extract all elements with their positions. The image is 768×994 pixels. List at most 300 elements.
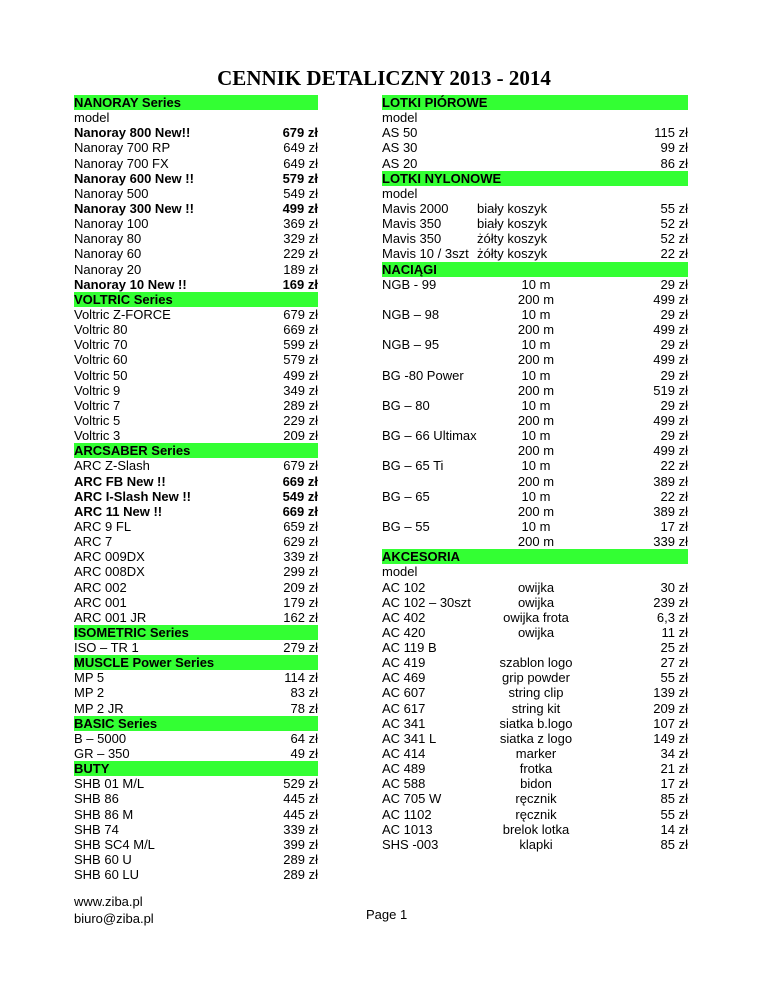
product-price: 52 zł bbox=[660, 231, 688, 247]
section-title: ARCSABER Series bbox=[74, 443, 191, 459]
product-detail: 200 m bbox=[517, 291, 555, 307]
section-title: LOTKI NYLONOWE bbox=[382, 170, 502, 186]
price-row bbox=[74, 140, 318, 155]
product-price: 22 zł bbox=[660, 488, 688, 504]
product-price: 25 zł bbox=[660, 640, 688, 656]
product-price: 99 zł bbox=[660, 140, 688, 156]
price-row bbox=[382, 322, 688, 337]
product-price: 11 zł bbox=[661, 624, 688, 640]
email-link[interactable]: biuro@ziba.pl bbox=[74, 911, 154, 926]
product-name: Nanoray 800 New!! bbox=[74, 125, 191, 141]
price-row bbox=[74, 307, 318, 322]
price-row bbox=[74, 549, 318, 564]
product-name: ARC 9 FL bbox=[74, 518, 132, 534]
product-price: 78 zł bbox=[290, 700, 318, 716]
price-row bbox=[382, 110, 688, 125]
price-row bbox=[74, 156, 318, 171]
price-row bbox=[74, 564, 318, 579]
product-name: SHB SC4 M/L bbox=[74, 836, 155, 852]
price-row bbox=[382, 685, 688, 700]
price-row bbox=[382, 731, 688, 746]
price-row bbox=[382, 504, 688, 519]
price-row bbox=[74, 670, 318, 685]
section-header-isometric-series bbox=[74, 625, 318, 640]
product-price: 499 zł bbox=[653, 291, 688, 307]
product-name: AC 341 bbox=[382, 715, 426, 731]
product-price: 445 zł bbox=[283, 791, 318, 807]
product-name: model bbox=[74, 110, 110, 126]
product-price: 21 zł bbox=[660, 761, 688, 777]
product-name: AC 419 bbox=[382, 655, 426, 671]
product-price: 209 zł bbox=[653, 700, 688, 716]
product-name: model bbox=[382, 185, 418, 201]
price-row bbox=[382, 186, 688, 201]
product-price: 369 zł bbox=[283, 216, 318, 232]
product-price: 289 zł bbox=[283, 867, 318, 883]
price-row bbox=[74, 776, 318, 791]
price-row bbox=[382, 156, 688, 171]
product-price: 29 zł bbox=[660, 337, 688, 353]
price-list-right-column bbox=[382, 95, 688, 852]
price-row bbox=[382, 625, 688, 640]
footer-contact bbox=[74, 893, 154, 927]
price-row bbox=[382, 231, 688, 246]
product-price: 29 zł bbox=[660, 397, 688, 413]
price-row bbox=[382, 489, 688, 504]
price-row bbox=[382, 580, 688, 595]
product-detail: 10 m bbox=[521, 518, 551, 534]
product-name: BG – 66 Ultimax bbox=[382, 428, 477, 444]
section-header-lotki-pi-rowe bbox=[382, 95, 688, 110]
product-name: AC 607 bbox=[382, 685, 426, 701]
section-header-nanoray-series bbox=[74, 95, 318, 110]
product-detail: 200 m bbox=[517, 322, 555, 338]
product-name: AS 50 bbox=[382, 125, 418, 141]
product-name: MP 2 JR bbox=[74, 700, 124, 716]
product-detail: ręcznik bbox=[515, 806, 557, 822]
product-price: 669 zł bbox=[282, 503, 318, 519]
price-row bbox=[382, 368, 688, 383]
product-name: AC 402 bbox=[382, 609, 426, 625]
price-row bbox=[382, 595, 688, 610]
product-price: 499 zł bbox=[283, 367, 318, 383]
product-price: 579 zł bbox=[282, 170, 318, 186]
section-header-basic-series bbox=[74, 716, 318, 731]
product-name: Voltric 7 bbox=[74, 397, 121, 413]
section-header-naci-gi bbox=[382, 262, 688, 277]
section-header-akcesoria bbox=[382, 549, 688, 564]
price-row bbox=[74, 852, 318, 867]
product-name: Voltric 60 bbox=[74, 352, 128, 368]
price-row bbox=[382, 125, 688, 140]
product-detail: 200 m bbox=[517, 503, 555, 519]
product-name: model bbox=[382, 564, 418, 580]
product-detail: owijka frota bbox=[503, 609, 569, 625]
section-title: BASIC Series bbox=[74, 715, 158, 731]
section-header-lotki-nylonowe bbox=[382, 171, 688, 186]
product-detail: string clip bbox=[508, 685, 564, 701]
product-detail: 200 m bbox=[517, 534, 555, 550]
price-row bbox=[74, 110, 318, 125]
product-detail: ręcznik bbox=[515, 791, 557, 807]
product-detail: string kit bbox=[511, 700, 561, 716]
price-row bbox=[74, 580, 318, 595]
product-name: SHB 60 LU bbox=[74, 867, 140, 883]
product-name: NGB – 98 bbox=[382, 306, 440, 322]
product-name: AC 617 bbox=[382, 700, 426, 716]
product-price: 549 zł bbox=[283, 185, 318, 201]
price-row bbox=[382, 791, 688, 806]
product-name: ARC 009DX bbox=[74, 549, 145, 565]
product-name: ARC 7 bbox=[74, 534, 113, 550]
product-price: 14 zł bbox=[660, 821, 688, 837]
price-row bbox=[382, 292, 688, 307]
website-link[interactable]: www.ziba.pl bbox=[74, 894, 143, 909]
section-title: LOTKI PIÓROWE bbox=[382, 95, 488, 110]
section-title: NANORAY Series bbox=[74, 95, 181, 110]
section-title: BUTY bbox=[74, 761, 110, 777]
price-row bbox=[382, 610, 688, 625]
product-price: 229 zł bbox=[283, 412, 318, 428]
product-price: 629 zł bbox=[283, 534, 318, 550]
price-row bbox=[74, 807, 318, 822]
price-row bbox=[74, 322, 318, 337]
product-price: 49 zł bbox=[290, 746, 318, 762]
product-price: 399 zł bbox=[283, 836, 318, 852]
product-price: 27 zł bbox=[660, 655, 688, 671]
product-detail: owijka bbox=[517, 624, 555, 640]
price-row bbox=[74, 519, 318, 534]
price-row bbox=[74, 125, 318, 140]
page-number: Page 1 bbox=[366, 907, 408, 922]
product-price: 499 zł bbox=[653, 443, 688, 459]
price-row bbox=[382, 746, 688, 761]
product-price: 239 zł bbox=[653, 594, 688, 610]
product-name: SHS -003 bbox=[382, 836, 439, 852]
product-name: AC 489 bbox=[382, 761, 426, 777]
product-detail: frotka bbox=[519, 761, 553, 777]
product-name: ARC FB New !! bbox=[74, 473, 166, 489]
product-price: 579 zł bbox=[283, 352, 318, 368]
product-price: 499 zł bbox=[653, 352, 688, 368]
price-row bbox=[382, 776, 688, 791]
product-name: Nanoray 500 bbox=[74, 185, 149, 201]
price-row bbox=[74, 216, 318, 231]
product-detail: 10 m bbox=[521, 397, 551, 413]
product-detail: owijka bbox=[517, 594, 555, 610]
price-row bbox=[74, 428, 318, 443]
product-name: AC 102 bbox=[382, 579, 426, 595]
product-name: Voltric 50 bbox=[74, 367, 128, 383]
product-name: AC 469 bbox=[382, 670, 426, 686]
product-detail: 10 m bbox=[521, 276, 551, 292]
price-row bbox=[382, 413, 688, 428]
product-name: ARC 11 New !! bbox=[74, 503, 163, 519]
price-row bbox=[382, 761, 688, 776]
product-price: 169 zł bbox=[282, 276, 318, 292]
product-price: 445 zł bbox=[283, 806, 318, 822]
product-price: 339 zł bbox=[653, 534, 688, 550]
price-row bbox=[382, 307, 688, 322]
product-detail: szablon logo bbox=[499, 655, 573, 671]
product-name: ARC 008DX bbox=[74, 564, 145, 580]
product-name: model bbox=[382, 110, 418, 126]
price-row bbox=[74, 186, 318, 201]
price-row bbox=[382, 140, 688, 155]
product-price: 669 zł bbox=[283, 322, 318, 338]
price-row bbox=[382, 246, 688, 261]
price-row bbox=[74, 474, 318, 489]
price-row bbox=[382, 398, 688, 413]
product-price: 329 zł bbox=[283, 231, 318, 247]
product-price: 55 zł bbox=[660, 670, 688, 686]
product-price: 339 zł bbox=[283, 549, 318, 565]
product-name: AC 420 bbox=[382, 624, 426, 640]
product-detail: siatka b.logo bbox=[499, 715, 573, 731]
product-name: SHB 60 U bbox=[74, 852, 132, 868]
price-row bbox=[74, 201, 318, 216]
product-name: BG – 65 Ti bbox=[382, 458, 444, 474]
product-detail: 10 m bbox=[521, 306, 551, 322]
price-row bbox=[74, 822, 318, 837]
product-price: 299 zł bbox=[283, 564, 318, 580]
product-detail: grip powder bbox=[502, 670, 570, 686]
price-row bbox=[382, 701, 688, 716]
price-row bbox=[74, 595, 318, 610]
product-name: AC 588 bbox=[382, 776, 426, 792]
product-name: Nanoray 700 RP bbox=[74, 140, 171, 156]
product-detail: 10 m bbox=[521, 337, 551, 353]
product-detail: klapki bbox=[519, 836, 553, 852]
product-price: 29 zł bbox=[660, 367, 688, 383]
product-name: ARC 001 JR bbox=[74, 609, 147, 625]
product-name: Voltric 9 bbox=[74, 382, 121, 398]
price-row bbox=[74, 867, 318, 882]
section-title: ISOMETRIC Series bbox=[74, 624, 189, 640]
product-name: MP 2 bbox=[74, 685, 105, 701]
product-price: 679 zł bbox=[282, 125, 318, 141]
price-row bbox=[382, 474, 688, 489]
product-name: SHB 86 bbox=[74, 791, 119, 807]
section-title: VOLTRIC Series bbox=[74, 291, 173, 307]
page-title: CENNIK DETALICZNY 2013 - 2014 bbox=[217, 66, 551, 90]
product-price: 209 zł bbox=[283, 579, 318, 595]
product-name: ARC Z-Slash bbox=[74, 458, 150, 474]
price-row bbox=[382, 201, 688, 216]
product-price: 179 zł bbox=[283, 594, 318, 610]
price-row bbox=[74, 701, 318, 716]
product-price: 34 zł bbox=[660, 746, 688, 762]
price-row bbox=[74, 277, 318, 292]
price-row bbox=[382, 519, 688, 534]
section-header-buty bbox=[74, 761, 318, 776]
product-price: 29 zł bbox=[660, 306, 688, 322]
price-row bbox=[382, 655, 688, 670]
product-name: Nanoray 10 New !! bbox=[74, 276, 187, 292]
price-row bbox=[74, 246, 318, 261]
product-price: 22 zł bbox=[660, 246, 688, 262]
product-price: 149 zł bbox=[653, 730, 688, 746]
price-row bbox=[382, 640, 688, 655]
product-price: 279 zł bbox=[283, 640, 318, 656]
product-price: 85 zł bbox=[660, 836, 688, 852]
product-detail: 10 m bbox=[521, 458, 551, 474]
product-detail: marker bbox=[515, 746, 557, 762]
product-name: AS 20 bbox=[382, 155, 418, 171]
product-price: 85 zł bbox=[660, 791, 688, 807]
product-price: 499 zł bbox=[282, 200, 318, 216]
product-name: ARC I-Slash New !! bbox=[74, 488, 192, 504]
product-price: 115 zł bbox=[654, 125, 688, 141]
product-price: 229 zł bbox=[283, 246, 318, 262]
product-name: AC 414 bbox=[382, 746, 426, 762]
product-detail: bidon bbox=[520, 776, 552, 792]
product-price: 209 zł bbox=[283, 428, 318, 444]
price-row bbox=[382, 564, 688, 579]
price-row bbox=[74, 746, 318, 761]
product-price: 6,3 zł bbox=[656, 609, 688, 625]
product-price: 107 zł bbox=[653, 715, 688, 731]
price-list-left-column bbox=[74, 95, 318, 882]
product-price: 139 zł bbox=[653, 685, 688, 701]
product-name: BG -80 Power bbox=[382, 367, 464, 383]
section-header-arcsaber-series bbox=[74, 443, 318, 458]
product-name: NGB - 99 bbox=[382, 276, 437, 292]
product-price: 679 zł bbox=[283, 458, 318, 474]
product-price: 55 zł bbox=[660, 806, 688, 822]
product-price: 17 zł bbox=[660, 518, 688, 534]
product-detail: 200 m bbox=[517, 352, 555, 368]
product-price: 389 zł bbox=[653, 503, 688, 519]
price-row bbox=[74, 458, 318, 473]
product-price: 499 zł bbox=[653, 322, 688, 338]
product-name: MP 5 bbox=[74, 670, 105, 686]
product-name: Voltric 80 bbox=[74, 322, 128, 338]
product-detail: owijka bbox=[517, 579, 555, 595]
product-name: Nanoray 600 New !! bbox=[74, 170, 194, 186]
product-name: Voltric Z-FORCE bbox=[74, 306, 171, 322]
price-row bbox=[74, 171, 318, 186]
price-row bbox=[382, 837, 688, 852]
product-name: Nanoray 700 FX bbox=[74, 155, 169, 171]
product-name: ARC 001 bbox=[74, 594, 127, 610]
price-row bbox=[74, 504, 318, 519]
price-row bbox=[382, 337, 688, 352]
product-price: 599 zł bbox=[283, 337, 318, 353]
price-row bbox=[74, 231, 318, 246]
product-note: biały koszyk bbox=[477, 216, 548, 232]
product-price: 339 zł bbox=[283, 821, 318, 837]
product-price: 529 zł bbox=[283, 776, 318, 792]
section-header-voltric-series bbox=[74, 292, 318, 307]
product-price: 669 zł bbox=[282, 473, 318, 489]
product-detail: 200 m bbox=[517, 382, 555, 398]
product-detail: siatka z logo bbox=[499, 730, 573, 746]
product-price: 17 zł bbox=[660, 776, 688, 792]
product-note: żółty koszyk bbox=[477, 246, 548, 262]
product-name: NGB – 95 bbox=[382, 337, 440, 353]
product-price: 189 zł bbox=[283, 261, 318, 277]
product-price: 649 zł bbox=[283, 155, 318, 171]
product-price: 659 zł bbox=[283, 518, 318, 534]
product-price: 649 zł bbox=[283, 140, 318, 156]
product-name: AS 30 bbox=[382, 140, 418, 156]
product-price: 64 zł bbox=[290, 730, 318, 746]
product-name: AC 705 W bbox=[382, 791, 442, 807]
price-row bbox=[74, 837, 318, 852]
product-name: Nanoray 300 New !! bbox=[74, 200, 194, 216]
product-name: Nanoray 60 bbox=[74, 246, 142, 262]
product-name: Nanoray 100 bbox=[74, 216, 149, 232]
product-name: Nanoray 80 bbox=[74, 231, 142, 247]
product-price: 22 zł bbox=[660, 458, 688, 474]
product-price: 289 zł bbox=[283, 852, 318, 868]
product-name: AC 341 L bbox=[382, 730, 437, 746]
product-detail: 200 m bbox=[517, 412, 555, 428]
price-row bbox=[382, 383, 688, 398]
price-row bbox=[74, 262, 318, 277]
price-row bbox=[382, 716, 688, 731]
section-title: AKCESORIA bbox=[382, 549, 461, 565]
product-price: 389 zł bbox=[653, 473, 688, 489]
product-name: BG – 65 bbox=[382, 488, 430, 504]
product-detail: brelok lotka bbox=[502, 821, 570, 837]
price-row bbox=[382, 458, 688, 473]
price-row bbox=[74, 610, 318, 625]
price-row bbox=[74, 337, 318, 352]
price-row bbox=[382, 216, 688, 231]
price-row bbox=[74, 383, 318, 398]
product-name: SHB 01 M/L bbox=[74, 776, 145, 792]
product-price: 679 zł bbox=[283, 306, 318, 322]
product-detail: 200 m bbox=[517, 443, 555, 459]
section-title: MUSCLE Power Series bbox=[74, 655, 215, 671]
product-name: B – 5000 bbox=[74, 730, 127, 746]
product-name: BG – 80 bbox=[382, 397, 430, 413]
price-row bbox=[382, 807, 688, 822]
product-price: 29 zł bbox=[660, 276, 688, 292]
product-name: AC 102 – 30szt bbox=[382, 594, 471, 610]
product-detail: 10 m bbox=[521, 488, 551, 504]
product-name: SHB 86 M bbox=[74, 806, 134, 822]
product-name: GR – 350 bbox=[74, 746, 130, 762]
price-row bbox=[74, 368, 318, 383]
product-name: Mavis 350 bbox=[382, 216, 442, 232]
price-row bbox=[74, 534, 318, 549]
product-name: AC 1013 bbox=[382, 821, 433, 837]
price-row bbox=[382, 352, 688, 367]
product-name: Voltric 3 bbox=[74, 428, 121, 444]
product-price: 114 zł bbox=[284, 670, 318, 686]
price-row bbox=[382, 822, 688, 837]
price-row bbox=[74, 413, 318, 428]
product-price: 86 zł bbox=[660, 155, 688, 171]
product-price: 55 zł bbox=[660, 200, 688, 216]
product-name: Mavis 10 / 3szt bbox=[382, 246, 469, 262]
product-price: 499 zł bbox=[653, 412, 688, 428]
product-price: 52 zł bbox=[660, 216, 688, 232]
product-price: 83 zł bbox=[290, 685, 318, 701]
product-price: 349 zł bbox=[283, 382, 318, 398]
product-price: 289 zł bbox=[283, 397, 318, 413]
product-name: BG – 55 bbox=[382, 518, 430, 534]
price-row bbox=[382, 534, 688, 549]
product-detail: 10 m bbox=[521, 367, 551, 383]
price-row bbox=[74, 731, 318, 746]
product-name: Mavis 2000 bbox=[382, 200, 449, 216]
product-price: 29 zł bbox=[660, 428, 688, 444]
price-row bbox=[382, 670, 688, 685]
